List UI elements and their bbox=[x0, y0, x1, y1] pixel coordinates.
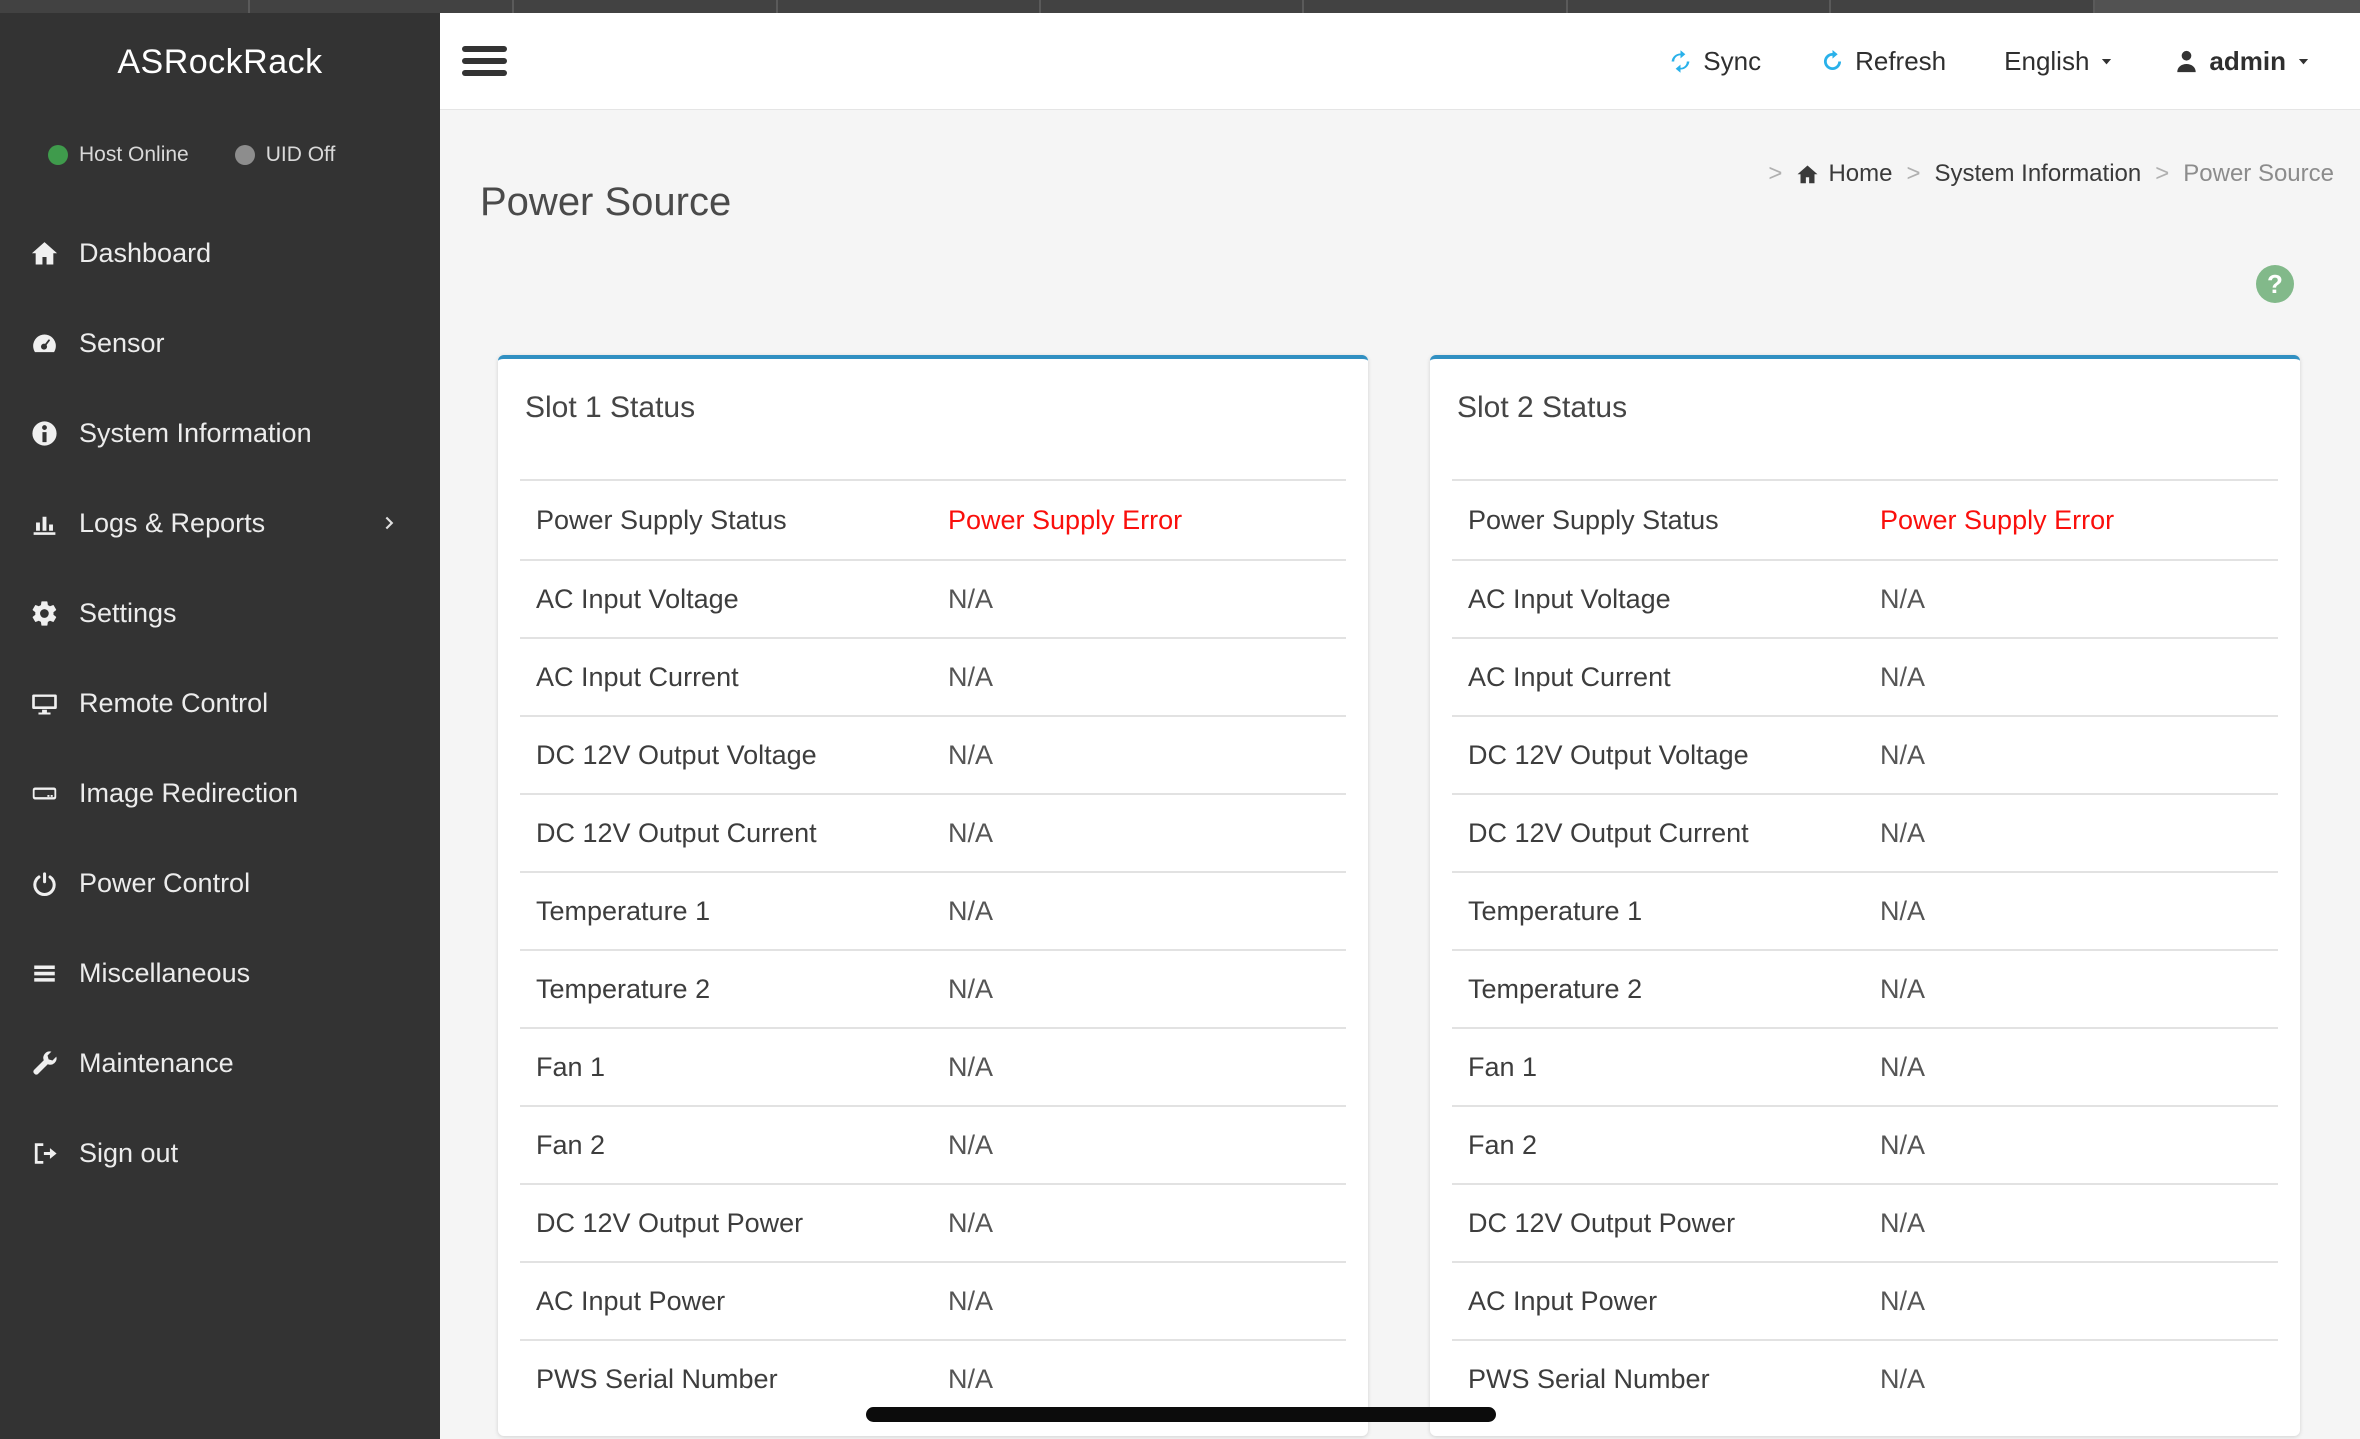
slot1-status-card bbox=[498, 355, 1368, 1436]
menu-toggle-button[interactable] bbox=[462, 46, 507, 82]
property-value: N/A bbox=[948, 817, 994, 848]
sync-button[interactable] bbox=[1667, 46, 1761, 77]
sidebar-item[interactable] bbox=[0, 388, 440, 478]
table-row bbox=[1452, 1183, 2278, 1261]
property-label: Fan 2 bbox=[536, 1129, 606, 1160]
sidebar-item-label: Maintenance bbox=[79, 1047, 234, 1078]
sidebar-item-label: Power Control bbox=[79, 867, 251, 898]
drive-icon bbox=[28, 778, 60, 808]
sign-out-icon bbox=[28, 1138, 60, 1168]
card-title: Slot 2 Status bbox=[1457, 391, 1628, 424]
property-label: DC 12V Output Power bbox=[1468, 1207, 1736, 1238]
property-value: N/A bbox=[948, 739, 994, 770]
uid-off-indicator-icon bbox=[235, 145, 255, 165]
main-content bbox=[440, 110, 2360, 1439]
sidebar-item-label: Sensor bbox=[79, 327, 165, 358]
table-row bbox=[1452, 949, 2278, 1027]
property-label: AC Input Power bbox=[536, 1285, 726, 1316]
property-value: N/A bbox=[948, 895, 994, 926]
refresh-button[interactable] bbox=[1819, 46, 1946, 77]
breadcrumb-item bbox=[2141, 160, 2334, 188]
property-value: N/A bbox=[1880, 1207, 1926, 1238]
property-label: AC Input Current bbox=[1468, 661, 1671, 692]
breadcrumb-link: Power Source bbox=[2183, 160, 2334, 187]
brand-logo: ASRockRack bbox=[117, 43, 323, 81]
slot1-status-table bbox=[520, 479, 1346, 1417]
property-value: N/A bbox=[948, 973, 994, 1004]
refresh-label: Refresh bbox=[1855, 45, 1947, 76]
table-row bbox=[520, 1261, 1346, 1339]
sidebar-item[interactable] bbox=[0, 298, 440, 388]
property-value: N/A bbox=[948, 1129, 994, 1160]
property-label: DC 12V Output Voltage bbox=[1468, 739, 1749, 770]
monitor-icon bbox=[28, 688, 60, 718]
table-row bbox=[520, 949, 1346, 1027]
power-icon bbox=[28, 868, 60, 898]
table-row bbox=[520, 1183, 1346, 1261]
property-value: Power Supply Error bbox=[948, 504, 1183, 535]
sidebar-nav bbox=[0, 208, 440, 1198]
table-row bbox=[1452, 1339, 2278, 1417]
help-label: ? bbox=[2267, 268, 2283, 299]
slot2-status-table bbox=[1452, 479, 2278, 1417]
user-menu[interactable] bbox=[2173, 46, 2312, 77]
host-online-indicator-icon bbox=[48, 145, 68, 165]
top-strip-segment bbox=[2094, 0, 2360, 13]
host-status bbox=[48, 143, 189, 167]
host-status-label: Host Online bbox=[79, 143, 189, 166]
sidebar bbox=[0, 13, 440, 1439]
sync-icon bbox=[1667, 48, 1694, 75]
top-strip bbox=[0, 0, 2360, 13]
sidebar-item[interactable] bbox=[0, 478, 440, 568]
sidebar-item[interactable] bbox=[0, 928, 440, 1018]
page-title: Power Source bbox=[480, 180, 732, 224]
property-label: Fan 1 bbox=[1468, 1051, 1538, 1082]
table-row bbox=[520, 793, 1346, 871]
caret-down-icon bbox=[2098, 53, 2115, 70]
property-value: N/A bbox=[948, 583, 994, 614]
table-row bbox=[520, 871, 1346, 949]
sidebar-item[interactable] bbox=[0, 658, 440, 748]
property-value: N/A bbox=[948, 661, 994, 692]
refresh-icon bbox=[1819, 48, 1846, 75]
language-label: English bbox=[2004, 45, 2090, 76]
property-label: DC 12V Output Current bbox=[1468, 817, 1749, 848]
property-value: N/A bbox=[948, 1363, 994, 1394]
table-row bbox=[520, 1339, 1346, 1417]
property-value: N/A bbox=[1880, 1285, 1926, 1316]
list-icon bbox=[28, 958, 60, 988]
breadcrumb-link[interactable]: Home bbox=[1828, 160, 1893, 187]
sidebar-item-label: Sign out bbox=[79, 1137, 179, 1168]
table-row bbox=[520, 481, 1346, 559]
header-bar bbox=[440, 13, 2360, 110]
sidebar-item-label: Settings bbox=[79, 597, 177, 628]
property-value: N/A bbox=[1880, 1363, 1926, 1394]
gear-icon bbox=[28, 598, 60, 628]
property-label: AC Input Voltage bbox=[536, 583, 739, 614]
property-label: DC 12V Output Current bbox=[536, 817, 817, 848]
property-label: PWS Serial Number bbox=[536, 1363, 778, 1394]
table-row bbox=[1452, 1027, 2278, 1105]
property-value: N/A bbox=[1880, 817, 1926, 848]
sidebar-item-label: Dashboard bbox=[79, 237, 212, 268]
sidebar-item-label: Miscellaneous bbox=[79, 957, 251, 988]
property-value: N/A bbox=[1880, 583, 1926, 614]
sidebar-item[interactable] bbox=[0, 1108, 440, 1198]
table-row bbox=[520, 637, 1346, 715]
property-value: N/A bbox=[1880, 895, 1926, 926]
sidebar-item-label: Logs & Reports bbox=[79, 507, 266, 538]
breadcrumb-item bbox=[1754, 160, 1892, 188]
username: admin bbox=[2209, 45, 2286, 76]
uid-status-label: UID Off bbox=[265, 143, 336, 166]
property-label: Power Supply Status bbox=[1468, 504, 1719, 535]
property-value: N/A bbox=[1880, 739, 1926, 770]
property-label: DC 12V Output Voltage bbox=[536, 739, 817, 770]
breadcrumb-link[interactable]: System Information bbox=[1934, 160, 2142, 187]
table-row bbox=[520, 715, 1346, 793]
property-value: N/A bbox=[1880, 1129, 1926, 1160]
info-icon bbox=[28, 418, 60, 448]
sidebar-item-label: System Information bbox=[79, 417, 312, 448]
property-label: Temperature 2 bbox=[1468, 973, 1643, 1004]
property-value: N/A bbox=[948, 1207, 994, 1238]
sidebar-item-label: Image Redirection bbox=[79, 777, 299, 808]
table-row bbox=[520, 1027, 1346, 1105]
table-row bbox=[520, 1105, 1346, 1183]
bar-chart-icon bbox=[28, 508, 60, 538]
table-row bbox=[520, 559, 1346, 637]
property-label: Temperature 2 bbox=[536, 973, 711, 1004]
table-row bbox=[1452, 559, 2278, 637]
card-title: Slot 1 Status bbox=[525, 391, 696, 424]
property-value: N/A bbox=[948, 1051, 994, 1082]
home-icon bbox=[28, 238, 60, 268]
uid-status bbox=[235, 143, 336, 167]
help-icon[interactable] bbox=[2256, 265, 2294, 303]
breadcrumb bbox=[1754, 160, 2334, 188]
sidebar-item-label: Remote Control bbox=[79, 687, 269, 718]
sync-label: Sync bbox=[1703, 45, 1762, 76]
property-label: AC Input Current bbox=[536, 661, 739, 692]
property-value: Power Supply Error bbox=[1880, 504, 2115, 535]
breadcrumb-item bbox=[1892, 160, 2141, 188]
sidebar-item[interactable] bbox=[0, 568, 440, 658]
sidebar-item[interactable] bbox=[0, 208, 440, 298]
table-row bbox=[1452, 637, 2278, 715]
table-row bbox=[1452, 1105, 2278, 1183]
property-label: Fan 1 bbox=[536, 1051, 606, 1082]
property-value: N/A bbox=[1880, 1051, 1926, 1082]
sidebar-item[interactable] bbox=[0, 1018, 440, 1108]
property-value: N/A bbox=[1880, 973, 1926, 1004]
language-dropdown[interactable] bbox=[2004, 46, 2115, 77]
property-label: Power Supply Status bbox=[536, 504, 787, 535]
home-icon bbox=[1796, 163, 1819, 186]
horizontal-scrollbar-thumb[interactable] bbox=[866, 1407, 1496, 1422]
gauge-icon bbox=[28, 328, 60, 358]
property-value: N/A bbox=[948, 1285, 994, 1316]
property-label: AC Input Voltage bbox=[1468, 583, 1671, 614]
property-label: PWS Serial Number bbox=[1468, 1363, 1710, 1394]
breadcrumb-separator: > bbox=[1768, 160, 1783, 187]
sidebar-item[interactable] bbox=[0, 748, 440, 838]
user-icon bbox=[2173, 48, 2200, 75]
status-row bbox=[48, 143, 335, 167]
sidebar-item[interactable] bbox=[0, 838, 440, 928]
table-row bbox=[1452, 793, 2278, 871]
property-label: Fan 2 bbox=[1468, 1129, 1538, 1160]
property-label: Temperature 1 bbox=[1468, 895, 1643, 926]
property-label: Temperature 1 bbox=[536, 895, 711, 926]
breadcrumb-separator: > bbox=[2155, 160, 2170, 187]
table-row bbox=[1452, 715, 2278, 793]
wrench-icon bbox=[28, 1048, 60, 1078]
table-row bbox=[1452, 871, 2278, 949]
property-label: DC 12V Output Power bbox=[536, 1207, 804, 1238]
chevron-right-icon bbox=[380, 513, 400, 533]
breadcrumb-separator: > bbox=[1906, 160, 1921, 187]
property-value: N/A bbox=[1880, 661, 1926, 692]
property-label: AC Input Power bbox=[1468, 1285, 1658, 1316]
table-row bbox=[1452, 481, 2278, 559]
slot2-status-card bbox=[1430, 355, 2300, 1436]
caret-down-icon bbox=[2295, 53, 2312, 70]
table-row bbox=[1452, 1261, 2278, 1339]
header-actions bbox=[1667, 13, 2312, 109]
